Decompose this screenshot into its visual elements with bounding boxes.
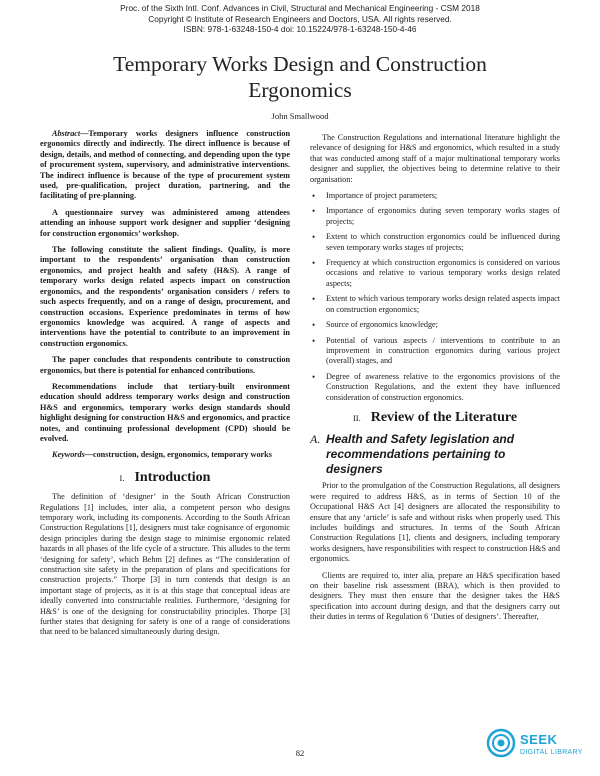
review-paragraph-1: Prior to the promulgation of the Construction Regulations, all designers were required to address H&S, as in terms of Section 10 of the Occupational H&S Act [4] designers are allocated the responsibility to ensure that any ‘article’ is safe and without risks when properly used. This includes buildings and structures. In terms of the South African Construction Regulations [1], clients and designers, including temporary works designers, have responsibilities with respect to construction H&S and ergonomics. [310, 481, 560, 564]
section-title: Review of the Literature [370, 409, 518, 425]
seek-logo-icon [486, 728, 516, 758]
seek-logo [486, 722, 596, 770]
section-title: Introduction [134, 469, 211, 485]
abstract-paragraph-1: Abstract—Temporary works designers influence construction ergonomics directly and indirectly. The direct influence is because of design, details, and method of connecting, and depending upon the type of procurement system, supervisory, and administrative interventions. The indirect influence is because of the type of procurement system used, pre-qualification, project duration, partnering, and the facilitating of pre-planning. [40, 129, 290, 201]
introduction-heading [40, 469, 290, 485]
logo-name: SEEK [520, 732, 558, 747]
review-heading [310, 409, 560, 425]
header-conference-line: Proc. of the Sixth Intl. Conf. Advances in Civil, Structural and Mechanical Engineering - CSM 2018 [120, 3, 480, 13]
section-number: I. [119, 472, 125, 483]
header-copyright-line: Copyright © Institute of Research Engineers and Doctors, USA. All rights reserved. [148, 13, 452, 24]
list-item: • Importance of project parameters; [310, 191, 560, 201]
subsection-letter: A. [310, 432, 321, 447]
abstract-label: Abstract [52, 129, 81, 138]
list-item: • Extent to which various temporary works design related aspects impact on construction ergonomics; [310, 294, 560, 315]
objectives-list [310, 191, 560, 403]
introduction-paragraph-1: The definition of ‘designer’ in the South African Construction Regulations [1] includes, inter alia, a competent person who designs temporary work, including its components. According to the South African Construction Regulations [1], designers must take cognisance of ergonomic design principles during the design stage to minimise ergonomic related hazards in all phases of the life cycle of a structure. This alludes to the term ‘designing for safety’, which Behm [2] defines as “The consideration of construction site safety in the preparation of plans and specifications for construction projects.” Thorpe [3] in turn contends that design is an important stage of projects, as it is at this stage that conceptual ideas are ideally converted into constructable realities. Furthermore, ‘designing for H&S’ is one of the designing for constructability principles. Thorpe [3] further states that designing for safety is one of a range of considerations that need to be balanced simultaneously during design. [40, 492, 290, 637]
subsection-title: Health and Safety legislation and recommendations pertaining to designers [326, 432, 515, 477]
list-item: • Frequency at which construction ergonomics is considered on various occasions and relative to various temporary works design related aspects; [310, 258, 560, 289]
list-item: • Potential of various aspects / interventions to contribute to an improvement in construction ergonomics during various project (overall) stages, and [310, 336, 560, 367]
list-item: • Degree of awareness relative to the ergonomics provisions of the Construction Regulations, and the extent they have influenced consideration of construction ergonomics. [310, 372, 560, 403]
review-paragraph-2: Clients are required to, inter alia, prepare an H&S specification based on their baseline risk assessment (BRA), which is then provided to designers. They must then ensure that the designer takes the H&S specification into account during design, and that the designers carry out their duties in terms of Regulation 6 ‘Duties of designers’. Thereafter, [310, 570, 560, 622]
abstract-paragraph-3: The following constitute the salient findings. Quality, is more important to the respondents’ organisation than construction ergonomics, and project health and safety (H&S). A range of temporary works design related aspects impact on construction ergonomics, and the respondents’ organisation considers / refers to such aspects frequently, and on a range of design, procurement, and construction occasions. Experience predominates in terms of how ergonomics knowledge was acquired. A range of aspects and interventions have the potential to contribute to an improvement in construction ergonomics. [40, 245, 290, 348]
paper-title: Temporary Works Design and Construction Ergonomics [113, 52, 487, 102]
left-column [40, 129, 290, 644]
abstract [40, 129, 290, 461]
subsection-heading [310, 432, 560, 477]
list-item: • Extent to which construction ergonomics could be influenced during seven temporary works stages of projects; [310, 232, 560, 253]
logo-subtitle: DIGITAL LIBRARY [520, 749, 583, 756]
list-item: • Importance of ergonomics during seven temporary works stages of projects; [310, 206, 560, 227]
right-column [310, 133, 560, 629]
keywords: Keywords—construction, design, ergonomics, temporary works [52, 450, 272, 460]
abstract-paragraph-4: The paper concludes that respondents contribute to construction ergonomics, but there is potential for enhanced contributions. [40, 355, 290, 375]
page-header [0, 3, 600, 35]
page-number: 82 [295, 748, 305, 758]
keywords-label: Keywords [52, 450, 85, 460]
section-number: II. [352, 412, 361, 423]
paper-author: John Smallwood [271, 111, 329, 121]
list-item: • Source of ergonomics knowledge; [310, 320, 560, 330]
abstract-paragraph-5: Recommendations include that tertiary-built environment education should address temporary works design and construction H&S and ergonomics, temporary works design standards should highlight designing for construction H&S and ergonomics, and practice notes, and continuing professional development (CPD) should be evolved. [40, 381, 290, 443]
abstract-paragraph-2: A questionnaire survey was administered among attendees attending an inhouse support work designer and supplier ‘designing for construction ergonomics’ workshop. [40, 207, 290, 238]
objectives-paragraph: The Construction Regulations and international literature highlight the relevance of designing for H&S and ergonomics, which resulted in a study that was conducted among staff of a major multinational temporary works designer and supplier, the objectives being to determine relative to their organisation: [310, 133, 560, 184]
header-isbn-line: ISBN: 978-1-63248-150-4 doi: 10.15224/978-1-63248-150-4-46 [183, 24, 417, 35]
